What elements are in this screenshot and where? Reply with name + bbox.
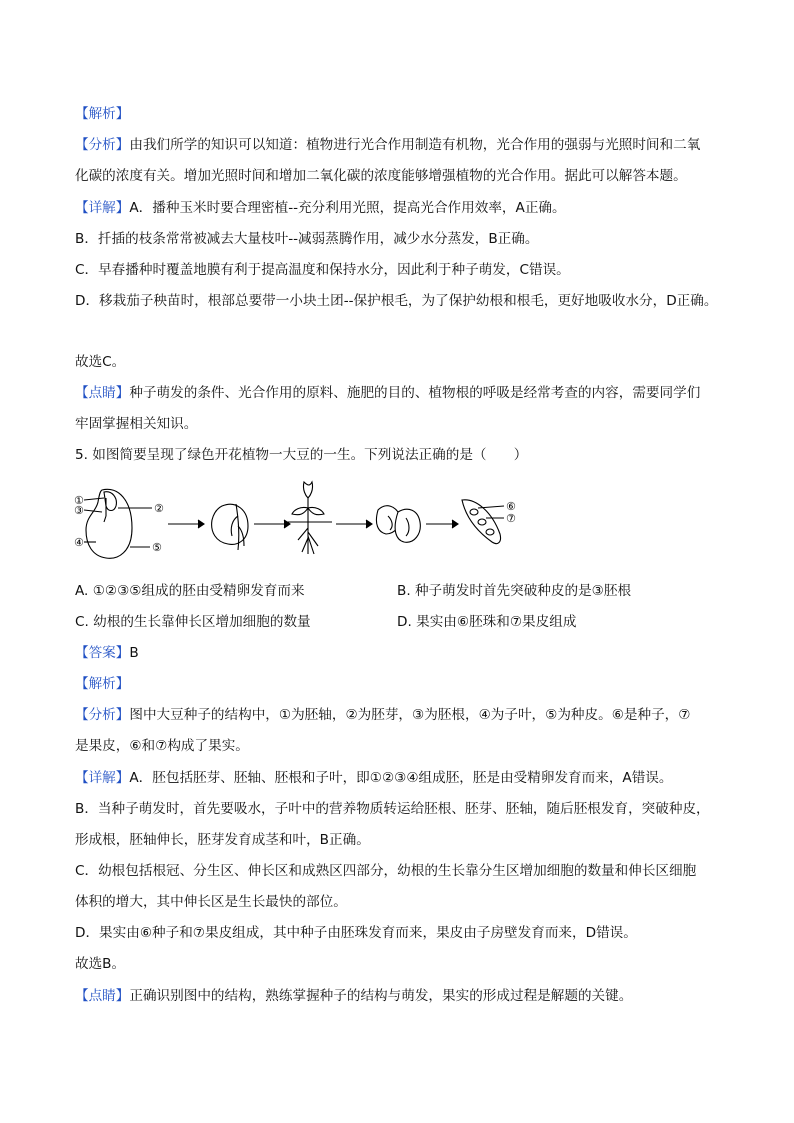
option-c: C. 幼根的生长靠伸长区增加细胞的数量 xyxy=(75,614,311,630)
answer-detail-line-b2: 形成根，胚轴伸长，胚芽发育成茎和叶，B正确。 xyxy=(75,832,370,848)
comment-line-1 xyxy=(75,383,700,403)
section-tag-jiexi: 【解析】 xyxy=(75,106,130,122)
answer-detail-line-d: D．果实由⑥种子和⑦果皮组成，其中种子由胚珠发育而来，果皮由子房壁发育而来，D错误。 xyxy=(75,925,637,941)
detail-text-a: A．播种玉米时要合理密植--充分利用光照，提高光合作用效率，A正确。 xyxy=(129,200,566,216)
germinating-seed-illustration xyxy=(212,504,248,550)
label-4: ④ xyxy=(74,536,84,549)
analysis-text-1: 由我们所学的知识可以知道：植物进行光合作用制造有机物，光合作用的强弱与光照时间和二氧 xyxy=(129,137,701,153)
option-b: B. 种子萌发时首先突破种皮的是③胚根 xyxy=(397,583,632,599)
soybean-lifecycle-diagram xyxy=(72,476,532,564)
answer-detail-line-b1: B．当种子萌发时，首先要吸水，子叶中的营养物质转运给胚根、胚芽、胚轴，随后胚根发育，突破种皮， xyxy=(75,801,710,817)
answer-detail-line-c1: C．幼根包括根冠、分生区、伸长区和成熟区四部分，幼根的生长靠分生区增加细胞的数量和伸长区细胞 xyxy=(75,863,697,879)
detail-line-d: D．移栽茄子秧苗时，根部总要带一小块土团--保护根毛，为了保护幼根和根毛，更好地吸收水分，D正确。 xyxy=(75,293,718,309)
section-tag-fenxi: 【分析】 xyxy=(75,137,130,153)
answer-comment-line xyxy=(75,986,632,1006)
answer-analysis-line-1 xyxy=(75,705,690,725)
label-5: ⑤ xyxy=(152,541,162,554)
section-tag-dianjing-2: 【点睛】 xyxy=(75,988,130,1004)
flower-illustration xyxy=(376,506,420,543)
answer-analysis-text-1: 图中大豆种子的结构中，①为胚轴，②为胚芽，③为胚根，④为子叶，⑤为种皮。⑥是种子，⑦ xyxy=(129,707,691,723)
answer-line xyxy=(75,643,139,663)
pod-illustration xyxy=(462,500,504,544)
option-d: D. 果实由⑥胚珠和⑦果皮组成 xyxy=(397,614,577,630)
choice-conclusion: 故选C。 xyxy=(75,354,126,370)
comment-text-1: 种子萌发的条件、光合作用的原料、施肥的目的、植物根的呼吸是经常考查的内容，需要同学们 xyxy=(129,385,701,401)
question-stem: 5. 如图简要呈现了绿色开花植物一大豆的一生。下列说法正确的是（ ） xyxy=(75,447,528,463)
analysis-line-2: 化碳的浓度有关。增加光照时间和增加二氧化碳的浓度能够增强植物的光合作用。据此可以解答本题。 xyxy=(75,168,687,184)
seed-illustration xyxy=(86,489,132,558)
answer-detail-line-a xyxy=(75,768,673,788)
answer-analysis-line-2: 是果皮，⑥和⑦构成了果实。 xyxy=(75,738,249,754)
label-1: ① xyxy=(74,494,84,507)
detail-line-a xyxy=(75,198,566,218)
label-2: ② xyxy=(154,502,164,515)
label-7: ⑦ xyxy=(506,512,516,525)
option-a: A. ①②③⑤组成的胚由受精卵发育而来 xyxy=(75,583,305,599)
section-tag-xiangjie-2: 【详解】 xyxy=(75,770,130,786)
answer-detail-line-c2: 体积的增大，其中伸长区是生长最快的部位。 xyxy=(75,894,347,910)
label-3: ③ xyxy=(74,504,84,517)
answer-detail-text-a: A．胚包括胚芽、胚轴、胚根和子叶，即①②③④组成胚，胚是由受精卵发育而来，A错误。 xyxy=(129,770,673,786)
detail-line-b: B．扦插的枝条常常被减去大量枝叶--减弱蒸腾作用，减少水分蒸发，B正确。 xyxy=(75,231,539,247)
section-tag-fenxi-2: 【分析】 xyxy=(75,707,130,723)
answer-comment-text: 正确识别图中的结构，熟练掌握种子的结构与萌发，果实的形成过程是解题的关键。 xyxy=(129,988,633,1004)
section-tag-daan: 【答案】 xyxy=(75,645,130,661)
seedling-illustration xyxy=(284,482,332,554)
section-tag-jiexi-2: 【解析】 xyxy=(75,676,130,692)
section-tag-dianjing: 【点睛】 xyxy=(75,385,130,401)
label-6: ⑥ xyxy=(506,500,516,513)
answer-choice-conclusion: 故选B。 xyxy=(75,956,126,972)
section-tag-xiangjie: 【详解】 xyxy=(75,200,130,216)
comment-line-2: 牢固掌握相关知识。 xyxy=(75,416,198,432)
answer-value: B xyxy=(129,645,139,661)
detail-line-c: C．早春播种时覆盖地膜有利于提高温度和保持水分，因此利于种子萌发，C错误。 xyxy=(75,262,570,278)
analysis-line-1 xyxy=(75,135,700,155)
